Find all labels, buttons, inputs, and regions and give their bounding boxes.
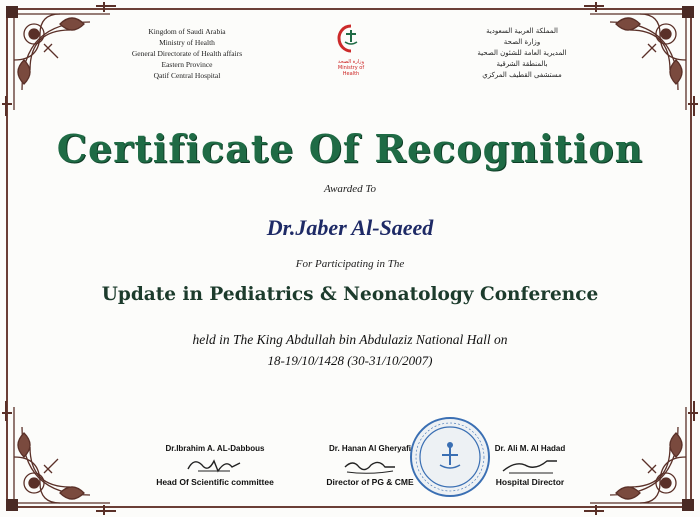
header-province: Eastern Province [161,60,213,69]
signature-3 [495,453,565,477]
signatory-3 [480,444,580,487]
signatory-role: Head Of Scientific committee [156,477,274,487]
signatory-1 [145,444,285,487]
venue-text: held in The King Abdullah bin Abdulaziz National Hall on [192,332,508,347]
recipient-name: Dr.Jaber Al-Saeed [266,215,434,240]
header-ar-country: المملكة العربية السعودية [486,27,558,35]
certificate-title: Certificate Of Recognition [56,126,644,171]
event-dates: 18-19/10/1428 (30-31/10/2007) [267,353,433,368]
signatory-role: Hospital Director [495,477,565,487]
participating-label: For Participating in The [295,258,405,270]
moh-emblem-icon [336,22,366,54]
header-country: Kingdom of Saudi Arabia [148,27,226,36]
logo-caption-ar: وزارة الصحة [338,59,364,65]
conference-name: Update in Pediatrics & Neonatology Conference [101,284,599,305]
ministry-logo [333,22,369,77]
signatory-role: Director of PG & CME [326,477,414,487]
header-ar-hospital: مستشفى القطيف المركزي [482,71,562,79]
logo-caption-en: Ministry of Health [337,65,365,77]
header-arabic [452,26,592,81]
signatory-name: Dr. Hanan Al Gheryafi [329,444,411,453]
header-ar-directorate: المديرية العامة للشئون الصحية [477,49,567,57]
header-ar-ministry: وزارة الصحة [503,38,541,46]
ornament-bottom-left [0,397,120,517]
header-english [112,26,262,81]
ornament-bottom-right [580,397,700,517]
ornament-top-left [0,0,120,120]
signature-1 [180,453,250,477]
signature-2 [335,453,405,477]
ornament-top-right [580,0,700,120]
signatory-name: Dr. Ali M. Al Hadad [494,444,566,453]
official-stamp [408,415,492,499]
header-hospital: Qatif Central Hospital [153,71,221,80]
signatory-name: Dr.Ibrahim A. AL-Dabbous [165,444,265,453]
header-ar-province: بالمنطقة الشرقية [496,60,548,68]
header-ministry: Ministry of Health [159,38,215,47]
header-directorate: General Directorate of Health affairs [131,49,243,58]
awarded-to-label: Awarded To [323,183,377,195]
